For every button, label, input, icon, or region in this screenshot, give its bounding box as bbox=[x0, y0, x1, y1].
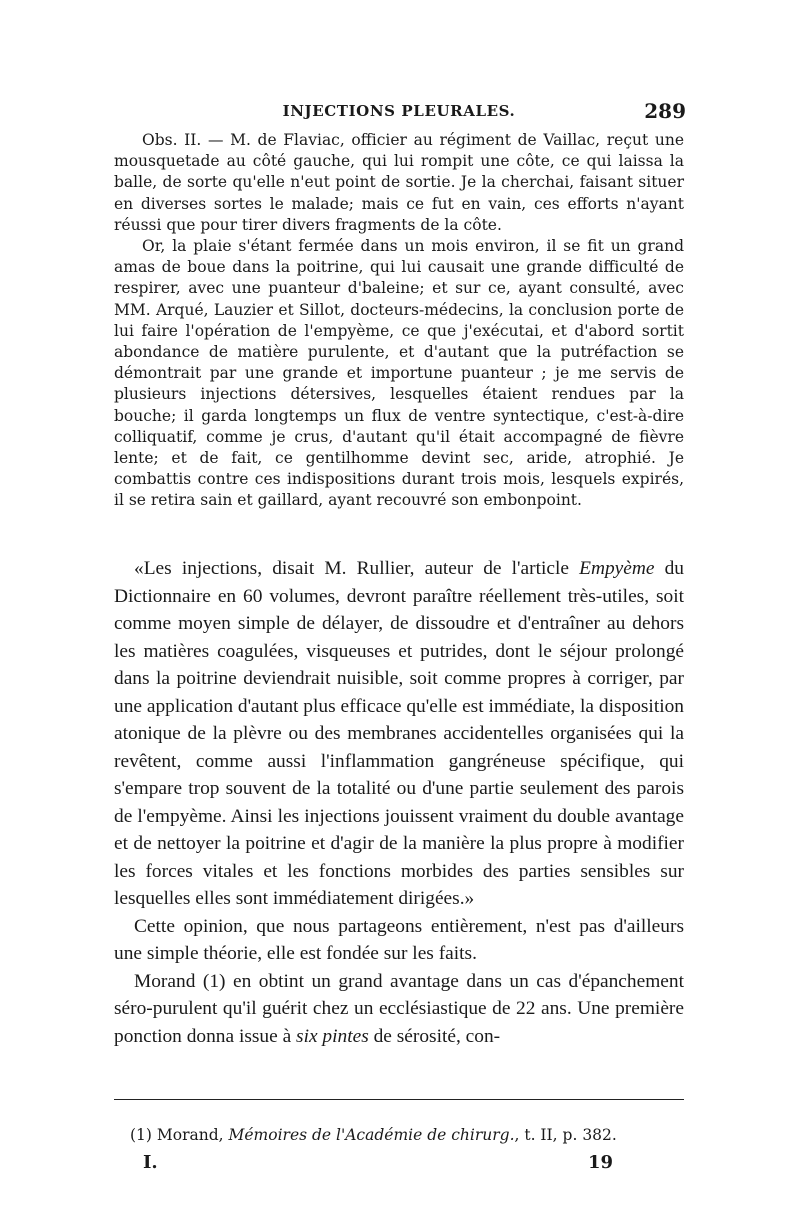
footnote-text-before: (1) Morand, bbox=[130, 1126, 229, 1144]
morand-paragraph bbox=[114, 968, 684, 1051]
opinion-paragraph: Cette opinion, que nous partageons entièrement, n'est pas d'ailleurs une simple théorie, elle est fondée sur les faits. bbox=[114, 915, 684, 964]
running-title: INJECTIONS PLEURALES. bbox=[282, 102, 516, 120]
main-text-block bbox=[114, 555, 684, 1050]
page-header bbox=[112, 99, 686, 126]
observation-paragraph-2: Or, la plaie s'étant fermée dans un mois environ, il se fit un grand amas de boue dans la poitrine, qui lui causait une grande difficulté de respirer, avec une puanteur d'baleine; et sur ce, ayant consulté, avec MM. Arqué, Lauzier et Sillot, docteurs-médecins, la conclusion porte de lui faire l'opération de l'empyème, ce que j'exécutai, et d'abord sortit abondance de matière purulente, et d'autant que la putréfaction se démontrait par une grande et importune puanteur ; je me servis de plusieurs injections détersives, lesquelles étaient rendues par la bouche; il garda longtemps un flux de ventre syntectique, c'est-à-dire colliquatif, comme je crus, d'autant qu'il était accompagné de fièvre lente; et de fait, ce gentilhomme devint sec, aride, atrophié. Je combattis contre ces indispositions durant trois mois, lesquels expirés, il se retira sain et gaillard, ayant recouvré son embonpoint. bbox=[114, 237, 684, 510]
observation-paragraph-1 bbox=[114, 130, 684, 236]
footnote bbox=[130, 1126, 690, 1144]
quote-emphasis: Empyème bbox=[579, 558, 655, 579]
signature-gathering: 19 bbox=[588, 1152, 614, 1173]
observation-text-1: M. de Flaviac, officier au régiment de Vaillac, reçut une mousquetade au côté gauche, qui lui rompit une côte, ce qui laissa la balle, de sorte qu'elle n'eut point de sortie. Je la cherchai, faisant situer en diverses sortes le malade; mais ce fut en vain, ces efforts n'ayant réussi que pour tirer divers fragments de la côte. bbox=[114, 131, 684, 234]
signature-volume: I. bbox=[143, 1152, 158, 1173]
morand-text-before: Morand (1) en obtint un grand avantage dans un cas d'épanchement séro-purulent qu'il guérit chez un ecclésiastique de 22 ans. Une première ponction donna issue à bbox=[114, 970, 684, 1047]
observation-block bbox=[114, 130, 684, 512]
footnote-rule bbox=[114, 1099, 684, 1100]
footnote-emphasis: Mémoires de l'Académie de chirurg. bbox=[228, 1126, 515, 1144]
footnote-text-after: , t. II, p. 382. bbox=[514, 1126, 617, 1144]
page-number: 289 bbox=[644, 99, 686, 123]
quote-paragraph bbox=[114, 555, 684, 913]
quote-text-after: du Dictionnaire en 60 volumes, devront paraître réellement très-utiles, soit comme moyen simple de délayer, de dissoudre et d'entraîner au dehors les matières coagulées, visqueuses et putrides, dont le séjour prolongé dans la poitrine deviendrait nuisible, soit comme propres à corriger, par une application d'autant plus efficace qu'elle est immédiate, la disposition atonique de la plèvre ou des membranes accidentelles organisées qui la revêtent, comme aussi l'inflammation gangréneuse spécifique, qui s'empare trop souvent de la totalité ou d'une partie seulement des parois de l'empyème. Ainsi les injections jouissent vraiment du double avantage et de nettoyer la poitrine et d'agir de la manière la plus propre à modifier les forces vitales et les fonctions morbides des parties sensibles sur lesquelles elles sont immédiatement dirigées.» bbox=[114, 558, 684, 909]
morand-emphasis: six pintes bbox=[296, 1025, 369, 1047]
morand-text-after: de sérosité, con- bbox=[368, 1025, 501, 1047]
observation-label: Obs. II. — bbox=[142, 131, 224, 149]
quote-text-before: «Les injections, disait M. Rullier, auteur de l'article bbox=[134, 558, 580, 579]
